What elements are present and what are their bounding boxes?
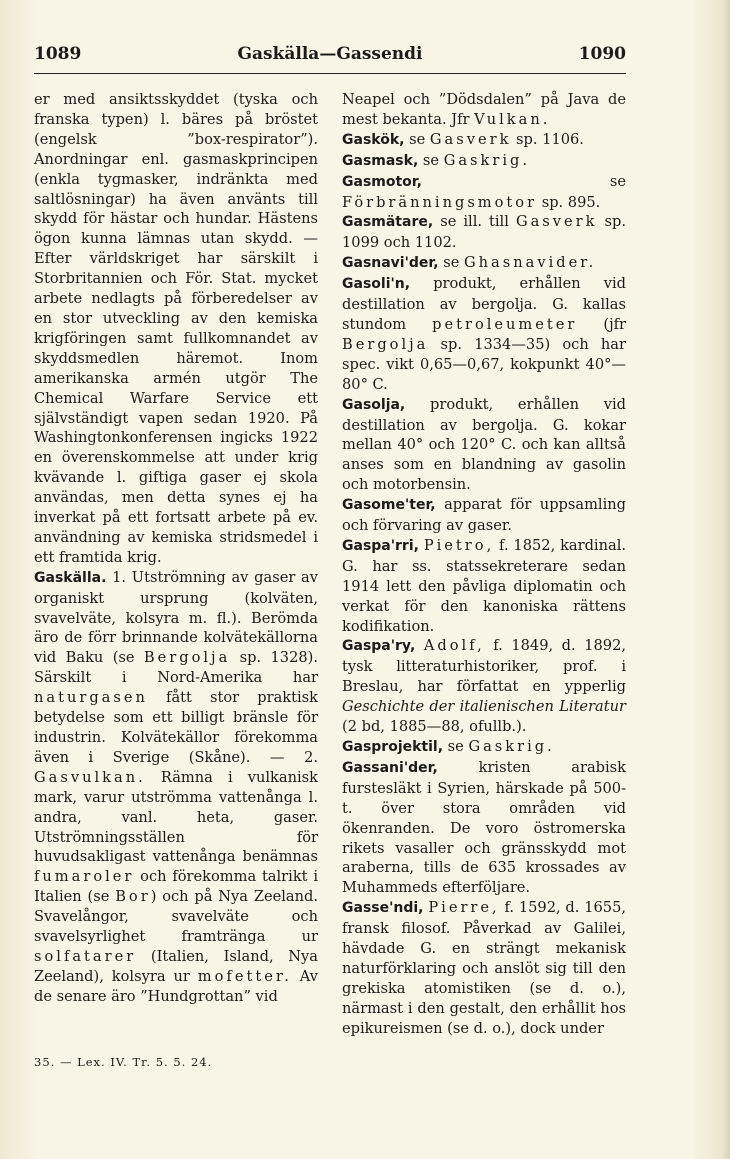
- person-name: Pierre,: [428, 899, 500, 917]
- entry-text: 1. Utströmning av gaser av organiskt ursprung (kolväten, svavelväte, kolsyra m. fl.). Berömda äro de förr brinnande kolvätekällorna vid Baku (se: [34, 568, 318, 667]
- headword: Gasmask,: [342, 152, 419, 169]
- entry-continuation: [342, 90, 626, 130]
- headword: Gaspa'ry,: [342, 638, 416, 655]
- entry-gasnavider: [342, 253, 626, 274]
- left-column: [34, 90, 318, 1007]
- headword: Gasmätare,: [342, 214, 434, 231]
- entry-text: produkt, erhållen vid destillation av bergolja. G. kallas stundom: [342, 275, 626, 333]
- headword: Gasmotor,: [342, 173, 422, 190]
- cross-ref: Gasverk: [429, 130, 512, 148]
- entry-text: (Italien, Island, Nya Zeeland), kolsyra ur: [34, 947, 318, 985]
- headword: Gasnavi'der,: [342, 255, 439, 272]
- entry-gasmotor: [342, 172, 626, 213]
- entry-gaspary: [342, 636, 626, 737]
- entry-text: f. 1852, kardinal. G. har ss. statssekreterare sedan 1914 lett den påvliga diplomatin och verkat för den kanoniska rättens kodifikation.: [342, 536, 626, 635]
- person-name: Adolf,: [423, 637, 485, 655]
- cross-ref: Bergolja: [143, 649, 231, 667]
- entry-text: Neapel och ”Dödsdalen” på Java de mest bekanta. Jfr: [342, 91, 626, 128]
- entry-gasolin: [342, 274, 626, 394]
- spaced-term: mofetter.: [197, 967, 292, 985]
- entry-text: produkt, erhållen vid destillation av bergolja. G. kokar mellan 40° och 120° C. och kan alltså anses som en blandning av gasolin och motorbensin.: [342, 395, 626, 494]
- spaced-term: solfatarer: [34, 947, 137, 965]
- headword: Gasolja,: [342, 396, 406, 413]
- printer-signature: 35. — Lex. IV. Tr. 5. 5. 24.: [34, 1055, 213, 1069]
- spaced-term: naturgasen: [34, 689, 148, 707]
- entry-text: Rämna i vulkanisk mark, varur utströmma vattenånga l. andra, vanl. heta, gaser. Utströmningsställen för huvudsakligast vattenånga benämnas: [34, 768, 318, 866]
- cross-ref: Vulkan.: [474, 110, 551, 128]
- spaced-term: petroleumeter: [432, 315, 578, 333]
- entry-text: f. 1592, d. 1655, fransk filosof. Påverkad av Galilei, hävdade G. en strängt mekanisk naturförklaring och anslöt sig till den grekiska atomistiken (se d. o.), närmast i den gestalt, den erhållit hos epikureismen (se d. o.), dock under: [342, 899, 627, 1037]
- headword: Gaskälla.: [34, 569, 107, 586]
- entry-text: kristen arabisk furstesläkt i Syrien, härskade på 500-t. över stora områden vid ökenranden. De voro östromerska rikets vasaller och gränsskydd mot araberna, tills de 635 krossades av Muhammeds efterföljare.: [342, 758, 626, 897]
- entry-text: och förekomma talrikt i Italien (se: [34, 868, 318, 906]
- page-header: [34, 44, 626, 68]
- entry-text: (2 bd, 1885—88, ofullb.).: [342, 718, 527, 736]
- headword: Gasome'ter,: [342, 497, 436, 514]
- cross-ref: Gaskrig.: [468, 738, 555, 755]
- entry-text: sp. 1106.: [511, 130, 584, 148]
- headword: Gaskök,: [342, 131, 405, 148]
- headword: Gasprojektil,: [342, 739, 444, 755]
- entry-gaskalla: [34, 568, 318, 1007]
- page-number-left: 1089: [34, 44, 82, 64]
- entry-gassanider: [342, 758, 626, 898]
- entry-text: se: [421, 172, 626, 190]
- entry-gaskok: [342, 130, 626, 151]
- spaced-term: Gasvulkan.: [34, 768, 146, 786]
- right-column: [342, 90, 626, 1039]
- entry-text: sp. 1099 och 1102.: [342, 213, 626, 252]
- headword: Gasse'ndi,: [342, 900, 424, 917]
- entry-gasolja: [342, 395, 626, 496]
- headword: Gasoli'n,: [342, 276, 411, 293]
- entry-text: se: [404, 130, 430, 148]
- entry-gasprojektil: [342, 737, 626, 758]
- entry-continuation: er med ansiktsskyddet (tyska och franska typen) l. bäres på bröstet (engelsk ”box-respirator”). Anordningar enl. gasmaskprincipen (enkla tygmasker, indränkta med saltlösningar) ha även använts till skydd för hästar och hundar. Hästens ögon kunna lämnas utan skydd. — Efter världskriget har särskilt i Storbritannien och För. Stat. mycket arbete nedlagts på förberedelser av en stor utveckling av den kemiska krigföringen samt fullkomnandet av skyddsmedlen häremot. Inom amerikanska armén utgör The Chemical Warfare Service ett självständigt vapen sedan 1920. På Washingtonkonferensen ingicks 1922 en överenskommelse att under krig kvävande l. giftiga gaser ej skola användas, men detta synes ej ha inverkat på ett fortsatt arbete på ev. användning av kemiska stridsmedel i ett framtida krig.: [34, 91, 318, 566]
- entry-text: apparat för uppsamling och förvaring av gaser.: [342, 496, 626, 535]
- entry-text: se: [438, 254, 464, 272]
- cross-ref: Förbränningsmotor: [342, 193, 538, 211]
- entry-text: sp. 1328). Särskilt i Nord-Amerika har: [34, 649, 318, 687]
- entry-gasmatare: [342, 212, 626, 253]
- headword: Gassani'der,: [342, 759, 438, 776]
- entry-text: sp. 895.: [537, 193, 601, 211]
- entry-text: ) och på Nya Zeeland. Svavelångor, svavelväte och svavelsyrlighet framtränga ur: [34, 888, 318, 946]
- running-title: Gaskälla—Gassendi: [237, 44, 423, 64]
- entry-text: fått stor praktisk betydelse som ett billigt bränsle för industrin. Kolvätekällor förekomma även i Sverige (Skåne). — 2.: [34, 689, 318, 766]
- entry-gasparri: [342, 536, 626, 637]
- spaced-term: fumaroler: [34, 868, 135, 886]
- page-number-right: 1090: [578, 44, 626, 64]
- book-title: Geschichte der italienischen Literatur: [342, 698, 626, 716]
- cross-ref: Gaskrig.: [443, 151, 531, 169]
- person-name: Pietro,: [423, 536, 495, 554]
- cross-ref: Ghasnavider.: [463, 254, 597, 272]
- entry-text: f. 1849, d. 1892, tysk litteraturhistoriker, prof. i Breslau, har författat en ypperlig: [342, 637, 626, 696]
- entry-gasmask: [342, 151, 626, 172]
- headword: Gaspa'rri,: [342, 537, 419, 554]
- cross-ref: Gasverk: [515, 213, 598, 231]
- entry-text: se: [418, 151, 444, 169]
- header-rule: [34, 73, 626, 74]
- cross-ref: Bor: [115, 888, 151, 906]
- cross-ref: Bergolja: [342, 335, 429, 353]
- entry-gasometer: [342, 495, 626, 536]
- entry-text: sp. 1334—35) och har spec. vikt 0,65—0,67, kokpunkt 40°—80° C.: [342, 335, 626, 393]
- entry-text: (jfr: [577, 315, 626, 333]
- entry-text: Av de senare äro ”Hundgrottan” vid: [34, 967, 318, 1005]
- entry-text: se ill. till: [433, 213, 516, 231]
- entry-gassendi: [342, 898, 626, 1038]
- entry-text: se: [443, 738, 469, 755]
